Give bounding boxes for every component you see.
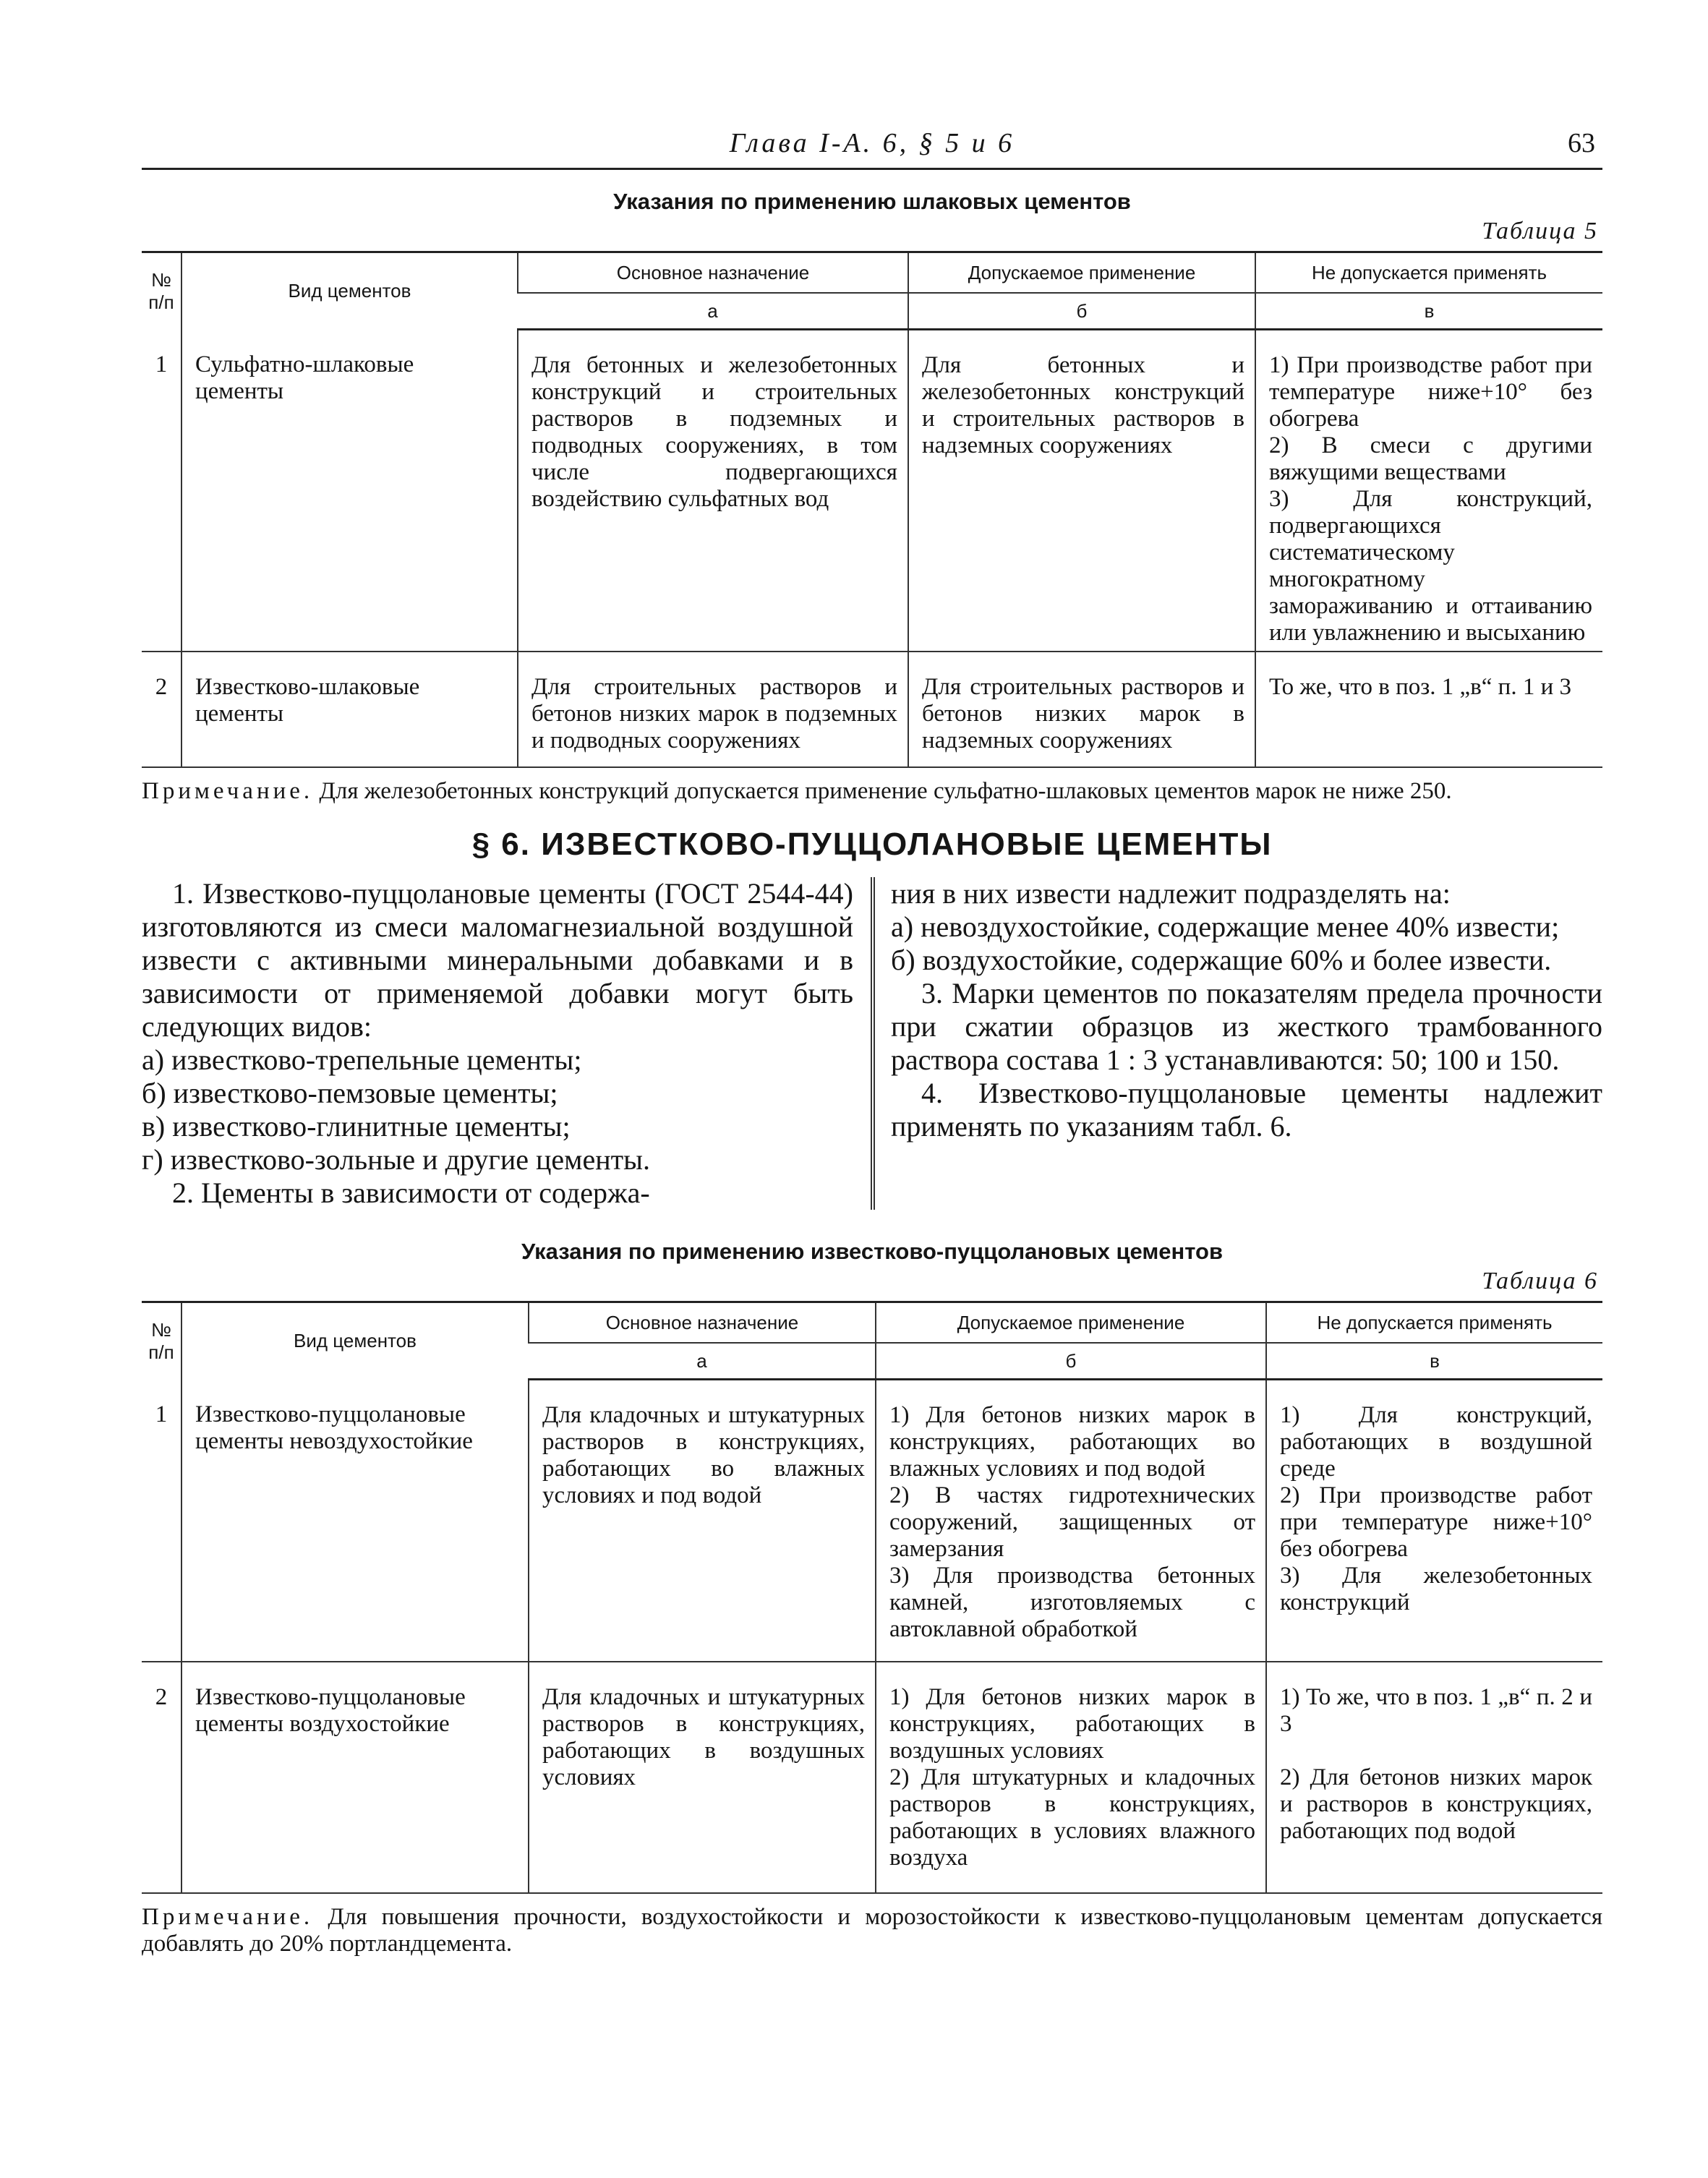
list-item: 2) В смеси с другими вяжущими веществами [1269, 432, 1592, 485]
cement-type: Сульфатно-шлаковые цементы [182, 330, 518, 652]
note-text: Для железобетонных конструкций допускается применение сульфатно-шлаковых цементов марок не ниже 250. [319, 778, 1452, 804]
forbidden-use [1255, 330, 1602, 652]
table5-subheader-b: б [908, 293, 1255, 330]
row-number: 1 [155, 351, 168, 377]
table5-header-allowed: Допускаемое применение [908, 252, 1255, 294]
table5-caption: Указания по применению шлаковых цементов [613, 189, 1131, 214]
table6-note [142, 1904, 1602, 1957]
list-item: г) известково-зольные и другие цементы. [142, 1143, 650, 1176]
list-item: 2) При производстве работ при температуре ниже+10° без обогрева [1280, 1482, 1592, 1562]
table6 [142, 1301, 1602, 1894]
cement-type: Известково-шлаковые цементы [182, 652, 518, 767]
list-item: То же, что в поз. 1 „в“ п. 1 и 3 [1269, 674, 1571, 700]
table6-caption: Указания по применению известково-пуццолановых цементов [521, 1239, 1224, 1264]
list-item: 1) То же, что в поз. 1 „в“ п. 2 и 3 [1280, 1683, 1592, 1737]
paragraph: 4. Известково-пуццолановые цементы надлежит применять по указаниям табл. 6. [891, 1077, 1602, 1143]
main-purpose: Для кладочных и штукатурных растворов в конструкциях, работающих во влажных условиях и под водой [529, 1380, 876, 1662]
right-column [875, 877, 1602, 1210]
row-number: 2 [142, 652, 182, 767]
table5-header-num: № п/п [142, 252, 182, 330]
table-row [142, 1380, 1602, 1662]
list-item: 1) Для бетонов низких марок в конструкциях, работающих во влажных условиях и под водой [889, 1402, 1255, 1482]
table-row [142, 652, 1602, 767]
paragraph: 3. Марки цементов по показателям предела прочности при сжатии образцов из жесткого трамбованного раствора состава 1 : 3 устанавливаются: 50; 100 и 150. [891, 977, 1602, 1076]
forbidden-use [1255, 652, 1602, 767]
table6-subheader-b: б [876, 1343, 1266, 1380]
table5-subheader-v: в [1255, 293, 1602, 330]
table5-header-forbidden: Не допускается применять [1255, 252, 1602, 294]
allowed-use [876, 1662, 1266, 1893]
allowed-use: Для бетонных и железобетонных конструкций и строительных растворов в надземных сооружениях [908, 330, 1255, 652]
list-item: б) известково-пемзовые цементы; [142, 1077, 558, 1109]
table5-note [142, 778, 1602, 805]
forbidden-use [1266, 1662, 1602, 1893]
row-number: 2 [142, 1662, 182, 1893]
cement-type: Известково-пуццолановые цементы воздухостойкие [182, 1662, 529, 1893]
table5-header-main: Основное назначение [518, 252, 908, 294]
list-item: 1) Для конструкций, работающих в воздушной среде [1280, 1402, 1592, 1482]
list-item: 2) В частях гидротехнических сооружений, защищенных от замерзания [889, 1482, 1255, 1562]
cement-type: Известково-пуццолановые цементы невоздухостойкие [182, 1380, 529, 1662]
table6-header-type: Вид цементов [182, 1302, 529, 1380]
running-head [142, 123, 1602, 170]
table6-header-num: № п/п [142, 1302, 182, 1380]
table6-header-allowed: Допускаемое применение [876, 1302, 1266, 1344]
main-purpose: Для кладочных и штукатурных растворов в конструкциях, работающих в воздушных условиях [529, 1662, 876, 1893]
list-item: 1) Для бетонов низких марок в конструкциях, работающих в воздушных условиях [889, 1683, 1255, 1764]
list-item: 3) Для производства бетонных камней, изготовляемых с автоклавной обработкой [889, 1563, 1255, 1642]
list-item: в) известково-глинитные цементы; [142, 1110, 571, 1143]
table5-header-type: Вид цементов [182, 252, 518, 330]
note-text: Для повышения прочности, воздухостойкости и морозостойкости к известково-пуццолановым цементам допускается добавлять до 20% портландцемента. [142, 1903, 1602, 1957]
list-item: а) известково-трепельные цементы; [142, 1043, 582, 1076]
forbidden-use [1266, 1380, 1602, 1662]
table5-subheader-a: а [518, 293, 908, 330]
table6-subheader-a: а [529, 1343, 876, 1380]
list-item: 1) При производстве работ при температуре ниже+10° без обогрева [1269, 352, 1592, 432]
table6-header-forbidden: Не допускается применять [1266, 1302, 1602, 1344]
list-item: 3) Для железобетонных конструкций [1280, 1563, 1592, 1615]
paragraph: 2. Цементы в зависимости от содержа- [172, 1176, 650, 1209]
main-purpose: Для строительных растворов и бетонов низких марок в подземных и подводных сооружениях [518, 652, 908, 767]
table-row [142, 1662, 1602, 1893]
list-item: 2) Для штукатурных и кладочных растворов в конструкциях, работающих в условиях влажного воздуха [889, 1764, 1255, 1871]
list-item: б) воздухостойкие, содержащие 60% и более извести. [891, 944, 1552, 976]
list-item: а) невоздухостойкие, содержащие менее 40% извести; [891, 910, 1560, 943]
chapter-title: Глава I-A. 6, § 5 и 6 [729, 128, 1015, 158]
section-body [142, 877, 1602, 1210]
table5-label: Таблица 5 [1482, 218, 1598, 244]
allowed-use: Для строительных растворов и бетонов низких марок в надземных сооружениях [908, 652, 1255, 767]
section-title: § 6. ИЗВЕСТКОВО-ПУЦЦОЛАНОВЫЕ ЦЕМЕНТЫ [471, 827, 1273, 862]
table5 [142, 251, 1602, 768]
list-item: 3) Для конструкций, подвергающихся систематическому многократному замораживанию и оттаиванию или увлажнению и высыханию [1269, 486, 1592, 646]
note-label: Примечание. [142, 1903, 314, 1930]
allowed-use [876, 1380, 1266, 1662]
page [142, 123, 1602, 1957]
left-column [142, 877, 875, 1210]
table6-header-main: Основное назначение [529, 1302, 876, 1344]
main-purpose: Для бетонных и железобетонных конструкций и строительных растворов в подземных и подводных сооружениях, в том числе подвергающихся воздействию сульфатных вод [518, 330, 908, 652]
table6-label: Таблица 6 [1482, 1268, 1598, 1294]
row-number: 1 [155, 1401, 168, 1427]
list-item: 2) Для бетонов низких марок и растворов в конструкциях, работающих под водой [1280, 1764, 1592, 1844]
table-row [142, 330, 1602, 652]
paragraph: ния в них извести надлежит подразделять на: [891, 877, 1451, 910]
page-number: 63 [1568, 128, 1595, 158]
table6-subheader-v: в [1266, 1343, 1602, 1380]
paragraph: 1. Известково-пуццолановые цементы (ГОСТ 2544-44) изготовляются из смеси маломагнезиальной воздушной извести с активными минеральными добавками и в зависимости от применяемой добавки могут быть следующих видов: [142, 877, 853, 1043]
note-label: Примечание. [142, 778, 314, 804]
